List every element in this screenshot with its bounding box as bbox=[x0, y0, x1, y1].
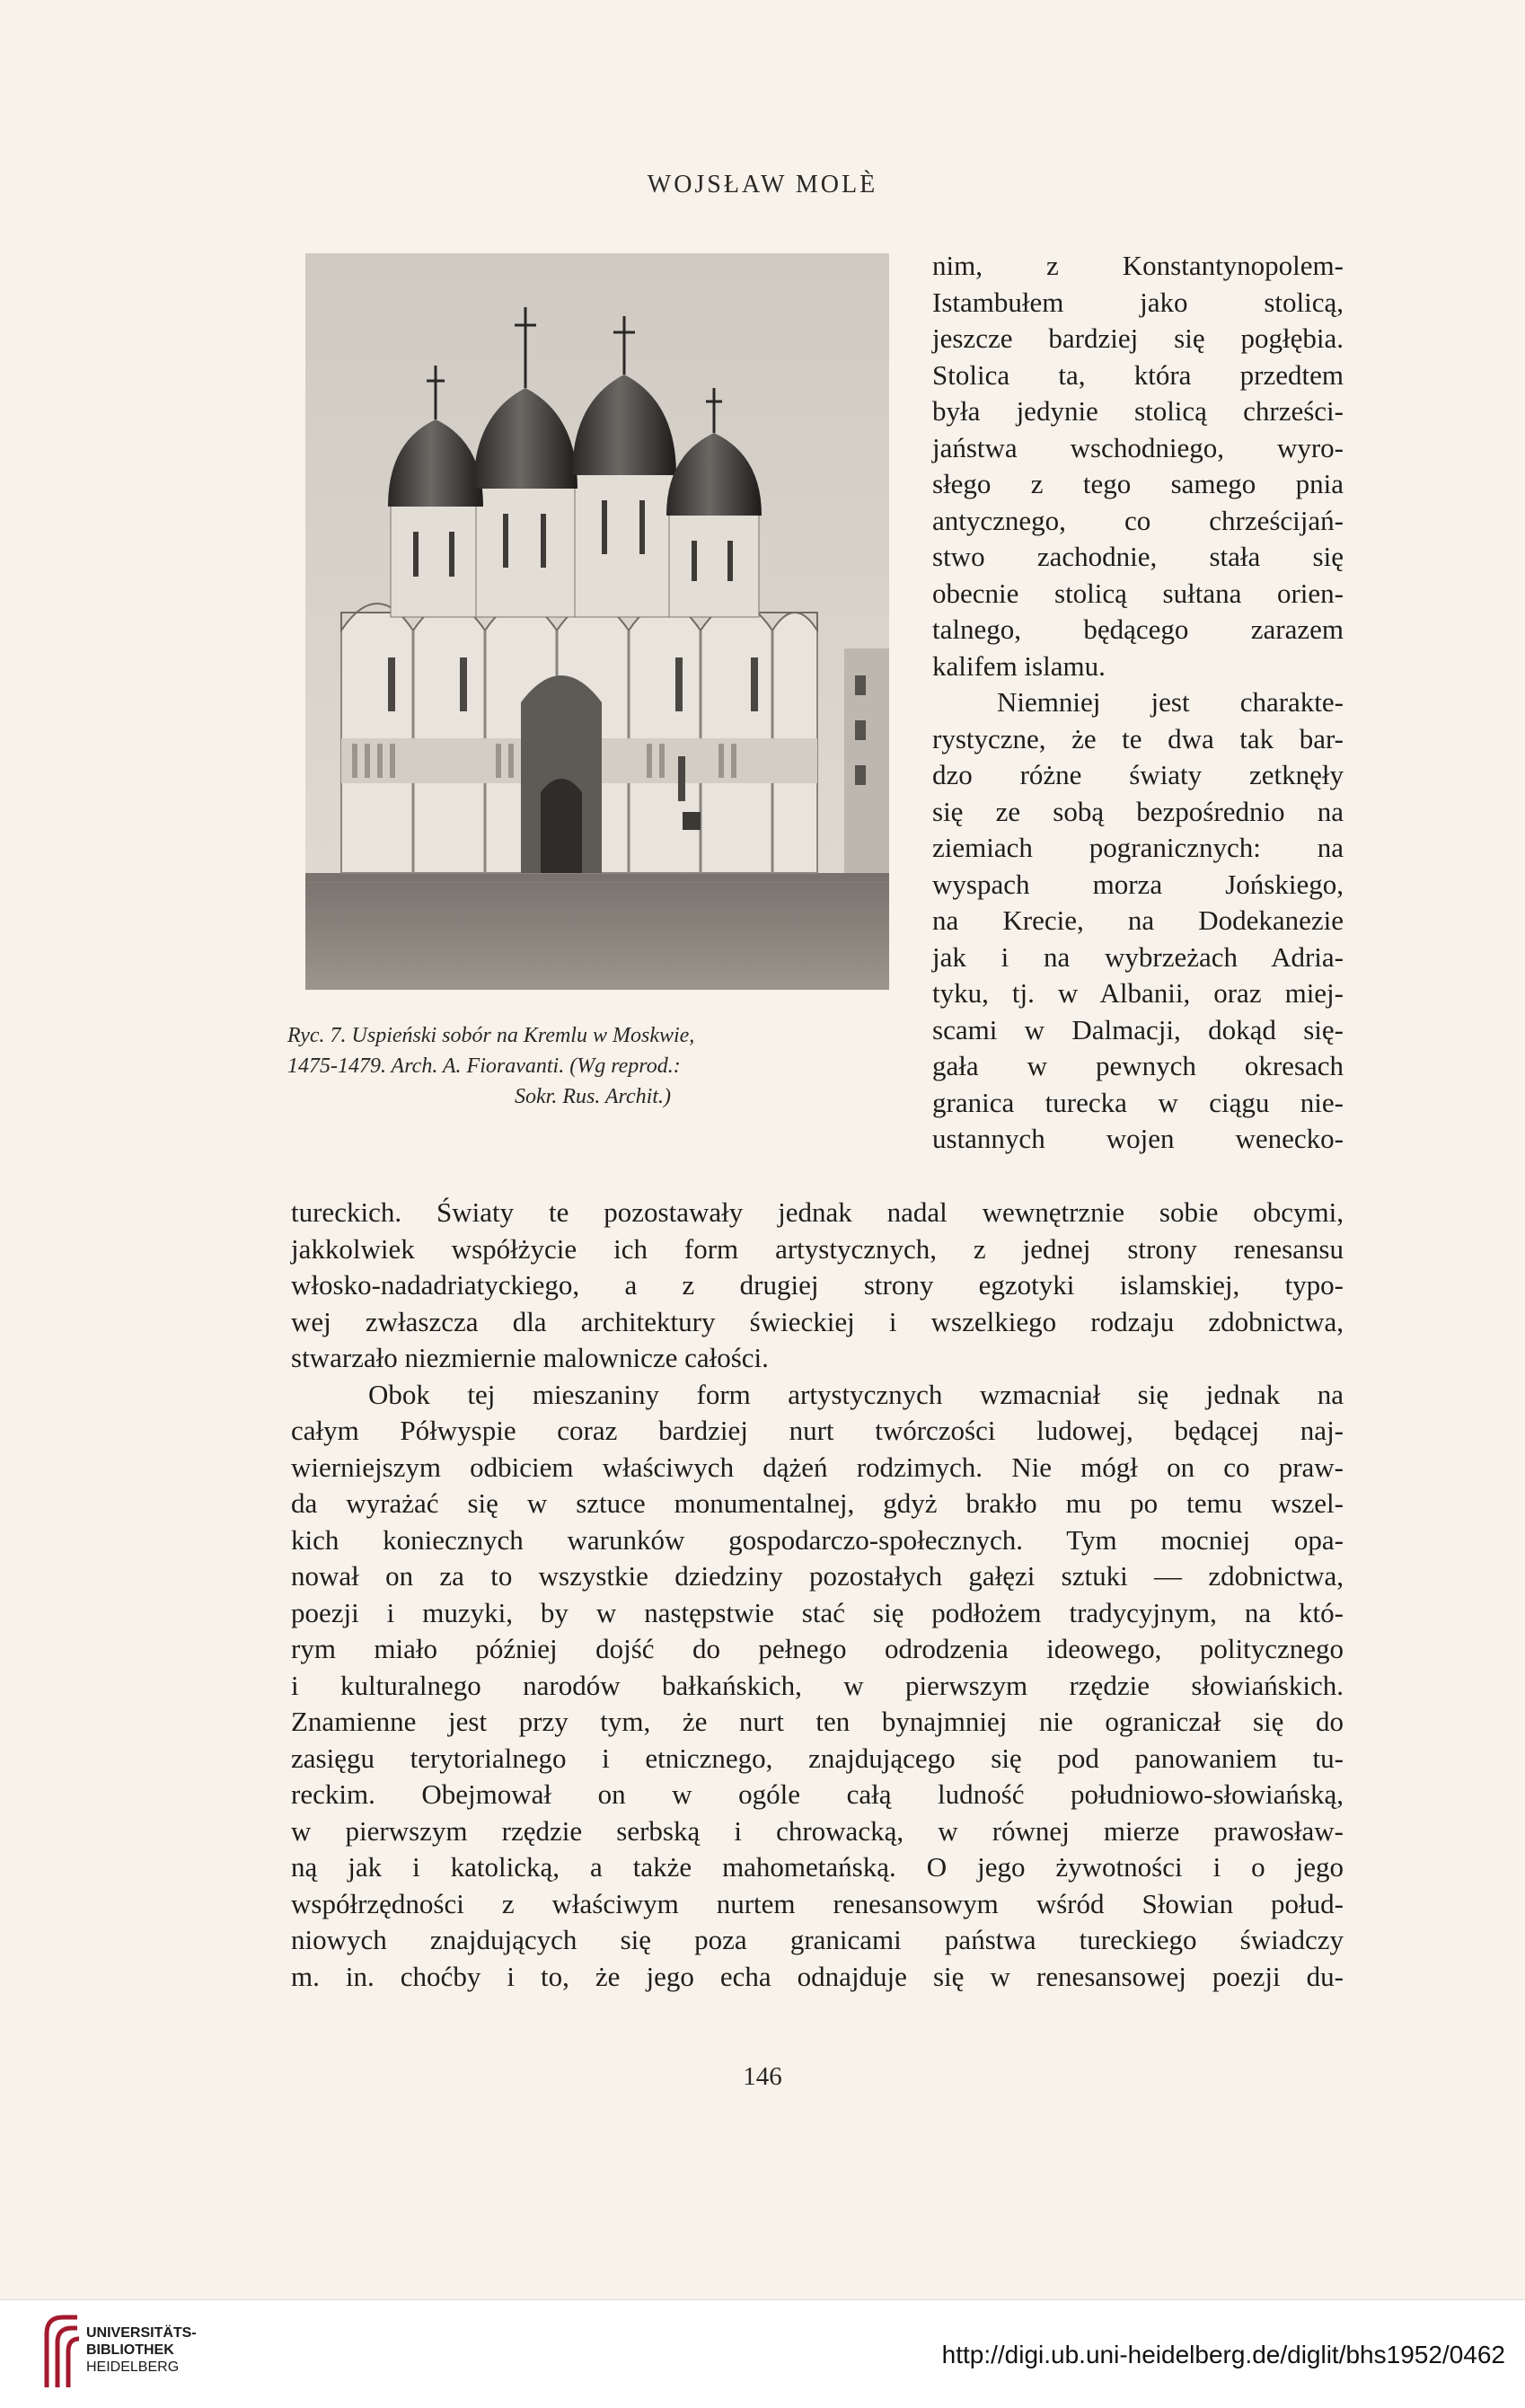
text-line: Obok tej mieszaniny form artystycznych wzmacniał się jednak na bbox=[368, 1378, 1344, 1410]
text-line: obecnie stolicą sułtana orien- bbox=[932, 577, 1344, 609]
text-line: i kulturalnego narodów bałkańskich, w pierwszym rzędzie słowiańskich. bbox=[291, 1669, 1344, 1701]
library-name-line: UNIVERSITÄTS- bbox=[86, 2325, 197, 2341]
figure-caption bbox=[287, 1020, 898, 1112]
text-line: jak i na wybrzeżach Adria- bbox=[932, 940, 1344, 973]
text-line: rym miało później dojść do pełnego odrodzenia ideowego, politycznego bbox=[291, 1633, 1344, 1664]
source-url-link[interactable]: http://digi.ub.uni-heidelberg.de/diglit/bhs1952/0462 bbox=[941, 2341, 1505, 2368]
caption-line: 1475-1479. Arch. A. Fioravanti. (Wg reprod.: bbox=[287, 1054, 681, 1078]
text-line: Znamienne jest przy tym, że nurt ten bynajmniej nie ograniczał się do bbox=[291, 1706, 1344, 1737]
text-line: jakkolwiek współżycie ich form artystycznych, z jednej strony renesansu bbox=[291, 1232, 1344, 1265]
text-line: ustannych wojen wenecko- bbox=[932, 1123, 1344, 1154]
full-width-text bbox=[291, 1195, 1344, 1995]
text-line: całym Półwyspie coraz bardziej nurt twórczości ludowej, będącej naj- bbox=[291, 1415, 1344, 1446]
text-line: ną jak i katolicką, a także mahometańską. O jego żywotności i o jego bbox=[291, 1851, 1344, 1883]
text-line: rystyczne, że te dwa tak bar- bbox=[932, 722, 1344, 754]
text-line: ziemiach pogranicznych: na bbox=[932, 832, 1344, 863]
text-line: tureckich. Światy te pozostawały jednak nadal wewnętrznie sobie obcymi, bbox=[291, 1196, 1344, 1228]
text-line: da wyrażać się w sztuce monumentalnej, gdyż brakło mu po temu wszel- bbox=[291, 1487, 1344, 1519]
text-line: Niemniej jest charakte- bbox=[997, 686, 1344, 718]
text-line: w pierwszym rzędzie serbską i chrowacką, w równej mierze prawosław- bbox=[291, 1814, 1344, 1847]
text-line: tyku, tj. w Albanii, oraz miej- bbox=[932, 977, 1344, 1009]
running-head: WOJSŁAW MOLÈ bbox=[647, 171, 878, 198]
text-line: była jedynie stolicą chrześci- bbox=[932, 395, 1344, 427]
text-line: Stolica ta, która przedtem bbox=[932, 358, 1344, 391]
cathedral-photograph bbox=[305, 253, 889, 990]
text-line: stwo zachodnie, stała się bbox=[932, 541, 1344, 572]
text-line: nim, z Konstantynopolem- bbox=[932, 250, 1344, 281]
text-line: współrzędności z właściwym nurtem renesansowym wśród Słowian połud- bbox=[291, 1887, 1344, 1919]
caption-line: Sokr. Rus. Archit.) bbox=[515, 1085, 671, 1108]
text-line: granica turecka w ciągu nie- bbox=[932, 1086, 1344, 1118]
text-line: reckim. Obejmował on w ogóle całą ludność południowo-słowiańską, bbox=[291, 1778, 1344, 1810]
text-line: nował on za to wszystkie dziedziny pozostałych gałęzi sztuki — zdobnictwa, bbox=[291, 1560, 1344, 1592]
text-line: słego z tego samego pnia bbox=[932, 468, 1344, 499]
library-name-line: BIBLIOTHEK bbox=[86, 2342, 174, 2358]
text-line: scami w Dalmacji, dokąd się- bbox=[932, 1013, 1344, 1045]
caption-line: Ryc. 7. Uspieński sobór na Kremlu w Moskwie, bbox=[287, 1024, 695, 1047]
text-line: się ze sobą bezpośrednio na bbox=[932, 795, 1344, 827]
text-line: niowych znajdujących się poza granicami państwa tureckiego świadczy bbox=[291, 1924, 1344, 1955]
text-line: gała w pewnych okresach bbox=[932, 1050, 1344, 1081]
text-line: dzo różne światy zetknęły bbox=[932, 759, 1344, 790]
right-column-text bbox=[932, 248, 1344, 1158]
page-number: 146 bbox=[743, 2062, 782, 2091]
text-line: kich koniecznych warunków gospodarczo-społecznych. Tym mocniej opa- bbox=[291, 1523, 1344, 1556]
text-line: stwarzało niezmiernie malownicze całości. bbox=[291, 1342, 769, 1373]
text-line: m. in. choćby i to, że jego echa odnajduje się w renesansowej poezji du- bbox=[291, 1960, 1344, 1992]
text-line: kalifem islamu. bbox=[932, 649, 1106, 682]
text-line: zasięgu terytorialnego i etnicznego, znajdującego się pod panowaniem tu- bbox=[291, 1742, 1344, 1774]
library-name-line: HEIDELBERG bbox=[86, 2359, 180, 2375]
text-line: na Krecie, na Dodekanezie bbox=[932, 904, 1344, 936]
text-line: jaństwa wschodniego, wyro- bbox=[932, 431, 1344, 463]
text-line: antycznego, co chrześcijań- bbox=[932, 504, 1344, 536]
text-line: włosko-nadadriatyckiego, a z drugiej strony egzotyki islamskiej, typo- bbox=[291, 1269, 1344, 1301]
text-line: Istambułem jako stolicą, bbox=[932, 286, 1344, 318]
text-line: wyspach morza Jońskiego, bbox=[932, 868, 1344, 900]
text-line: wej zwłaszcza dla architektury świeckiej i wszelkiego rodzaju zdobnictwa, bbox=[291, 1305, 1344, 1337]
text-line: talnego, będącego zarazem bbox=[932, 613, 1344, 645]
text-line: poezji i muzyki, by w następstwie stać się podłożem tradycyjnym, na któ- bbox=[291, 1596, 1344, 1628]
text-line: wierniejszym odbiciem właściwych dążeń rodzimych. Nie mógł on co praw- bbox=[291, 1451, 1344, 1483]
library-name bbox=[86, 2324, 197, 2376]
text-line: jeszcze bardziej się pogłębia. bbox=[932, 322, 1344, 354]
